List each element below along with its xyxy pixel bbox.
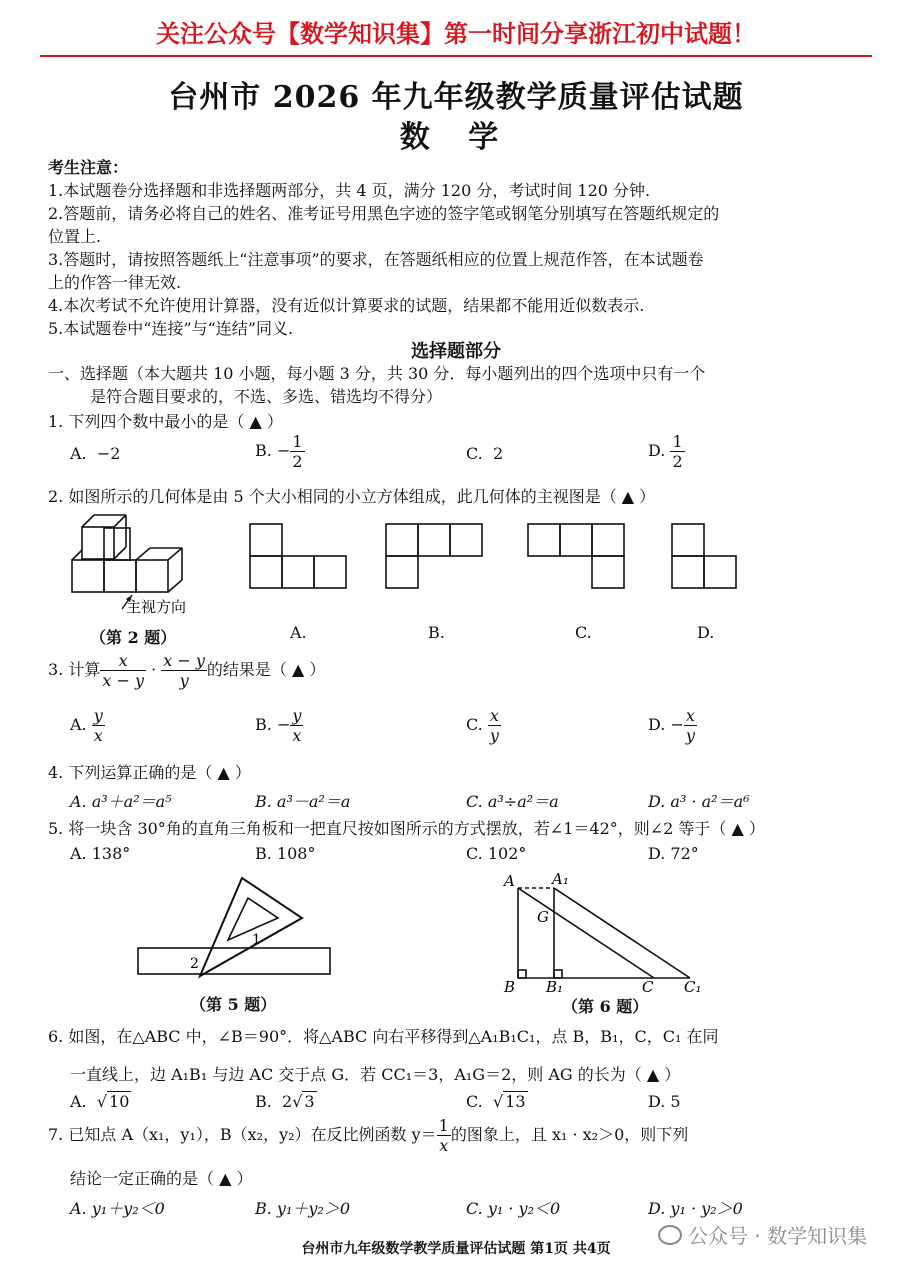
section-title: 选择题部分 <box>411 341 501 362</box>
exam-subject: 数 学 <box>399 120 513 155</box>
label-A: A <box>504 872 515 890</box>
q3-suffix: 的结果是（ ▲ ） <box>206 660 326 680</box>
q4-option-b: B. a³－a²＝a <box>255 792 351 811</box>
segment-A1C1 <box>554 888 690 978</box>
cube-solid <box>72 515 182 592</box>
segment-AC <box>518 888 654 978</box>
q6-option-d: D. 5 <box>648 1092 681 1111</box>
option-label: C. <box>466 444 483 463</box>
option-b-view <box>386 524 482 588</box>
note-line: 2.答题前，请务必将自己的姓名、准考证号用黑色字迹的签字笔或钢笔分别填写在答题纸规定的 <box>48 204 720 223</box>
option-a-view <box>250 524 346 588</box>
note-line: 上的作答一律无效. <box>48 273 182 292</box>
label-B: B <box>504 978 516 996</box>
q7-option-a: A. y₁＋y₂＜0 <box>70 1199 165 1218</box>
q3-prefix: 3. 计算 <box>48 660 101 680</box>
fraction: $\frac{x - y}{y}$ <box>163 651 205 691</box>
label-G: G <box>537 908 549 926</box>
q2-label-c: C. <box>575 623 592 642</box>
q3-option-c: C. $\frac{x}{y}$ <box>466 706 499 746</box>
banner-underline <box>40 55 872 57</box>
note-line: 1.本试题卷分选择题和非选择题两部分，共 4 页，满分 120 分，考试时间 120 分钟. <box>48 181 651 200</box>
q3-option-b: B. − $\frac{y}{x}$ <box>255 706 302 746</box>
q2-stem: 2. 如图所示的几何体是由 5 个大小相同的小立方体组成，此几何体的主视图是（ ▲ ） <box>48 487 656 506</box>
q3-option-d: D. − $\frac{x}{y}$ <box>648 706 695 746</box>
q6-option-a: A. √ 10 <box>70 1092 130 1111</box>
q5-option-d: D. 72° <box>648 844 699 863</box>
q6-caption: （第 6 题） <box>562 997 649 1016</box>
q5-figure <box>130 870 340 982</box>
angle-1-label: 1 <box>252 932 261 948</box>
direction-label: 主视方向 <box>126 598 187 616</box>
option-label: B. <box>255 441 272 461</box>
option-value: −2 <box>96 444 121 463</box>
page-footer: 台州市九年级数学教学质量评估试题 第1页 共4页 <box>301 1241 611 1257</box>
q2-caption: （第 2 题） <box>90 628 177 647</box>
option-label: D. <box>648 441 666 461</box>
q5-stem: 5. 将一块含 30°角的直角三角板和一把直尺按如图所示的方式摆放，若∠1＝42°，则∠2 等于（ ▲ ） <box>48 819 765 838</box>
q2-label-a: A. <box>290 623 307 642</box>
q7-option-d: D. y₁ · y₂＞0 <box>648 1199 743 1218</box>
option-d-view <box>672 524 736 588</box>
q6-figure <box>496 868 716 996</box>
note-line: 3.答题时，请按照答题纸上“注意事项”的要求，在答题纸相应的位置上规范作答，在本试题卷 <box>48 250 704 269</box>
q6-stem-cont: 一直线上，边 A₁B₁ 与边 AC 交于点 G．若 CC₁＝3，A₁G＝2，则 AG 的长为（ ▲ ） <box>70 1065 681 1084</box>
option-c-view <box>528 524 624 588</box>
q6-stem: 6. 如图，在△ABC 中，∠B＝90°．将△ABC 向右平移得到△A₁B₁C₁，点 B，B₁，C，C₁ 在同 <box>48 1027 719 1046</box>
q3-stem <box>48 651 325 690</box>
label-C1: C₁ <box>684 978 702 996</box>
dot-op: · <box>151 660 157 680</box>
q4-option-d: D. a³ · a²＝a⁶ <box>648 792 750 811</box>
q7-option-c: C. y₁ · y₂＜0 <box>466 1199 561 1218</box>
q6-option-b: B. 2√ 3 <box>255 1092 315 1111</box>
note-line: 5.本试题卷中“连接”与“连结”同义. <box>48 319 294 338</box>
fraction: $\frac{1}{2}$ <box>292 432 303 472</box>
q7-stem: 7. 已知点 A（x₁，y₁），B（x₂，y₂）在反比例函数 y＝ $\frac{1}{x}$ 的图象上，且 x₁ · x₂＞0，则下列 <box>48 1116 689 1156</box>
q2-label-d: D. <box>697 623 715 642</box>
right-angle-B1 <box>554 970 562 978</box>
right-angle-B <box>518 970 526 978</box>
q1-option-c <box>466 444 503 463</box>
q7-option-b: B. y₁＋y₂＞0 <box>255 1199 351 1218</box>
exam-title: 台州市 2026 年九年级教学质量评估试题 <box>168 80 744 115</box>
q3-option-a: A. $\frac{y}{x}$ <box>70 706 103 746</box>
promo-banner: 关注公众号【数学知识集】第一时间分享浙江初中试题！ <box>156 20 756 48</box>
label-B1: B₁ <box>546 978 564 996</box>
fraction: $\frac{1}{2}$ <box>672 432 683 472</box>
watermark <box>658 1220 867 1249</box>
q1-option-a <box>70 444 120 463</box>
q5-caption: （第 5 题） <box>190 995 277 1014</box>
q1-option-b <box>255 432 305 471</box>
triangle-edge <box>200 918 302 976</box>
option-value: 2 <box>492 444 504 463</box>
wechat-icon <box>658 1225 682 1245</box>
fraction: $\frac{x}{x - y}$ <box>102 651 144 691</box>
part1-intro-cont: 是符合题目要求的，不选、多选、错选均不得分） <box>90 387 443 406</box>
option-label: A. <box>70 444 87 463</box>
q7-stem-cont: 结论一定正确的是（ ▲ ） <box>70 1169 253 1188</box>
q5-option-a: A. 138° <box>70 844 131 863</box>
notes-heading: 考生注意： <box>48 158 129 177</box>
q4-option-c: C. a³÷a²＝a <box>466 792 559 811</box>
q1-stem: 1. 下列四个数中最小的是（ ▲ ） <box>48 412 283 431</box>
q6-option-c: C. √ 13 <box>466 1092 526 1111</box>
label-A1: A₁ <box>552 870 569 888</box>
label-C: C <box>642 978 654 996</box>
watermark-text: 公众号 · 数学知识集 <box>688 1224 868 1248</box>
angle-2-label: 2 <box>190 956 199 972</box>
q4-option-a: A. a³＋a²＝a⁵ <box>70 792 172 811</box>
part1-intro: 一、选择题（本大题共 10 小题，每小题 3 分，共 30 分．每小题列出的四个选项中只有一个 <box>48 364 706 383</box>
note-line: 位置上. <box>48 227 102 246</box>
q1-option-d <box>648 432 685 471</box>
minus-sign: − <box>276 441 291 461</box>
q2-label-b: B. <box>428 623 445 642</box>
q2-figures <box>60 505 760 625</box>
q5-option-b: B. 108° <box>255 844 316 863</box>
ruler <box>138 948 330 974</box>
q5-option-c: C. 102° <box>466 844 527 863</box>
q4-stem: 4. 下列运算正确的是（ ▲ ） <box>48 763 251 782</box>
note-line: 4.本次考试不允许使用计算器，没有近似计算要求的试题，结果都不能用近似数表示. <box>48 296 645 315</box>
